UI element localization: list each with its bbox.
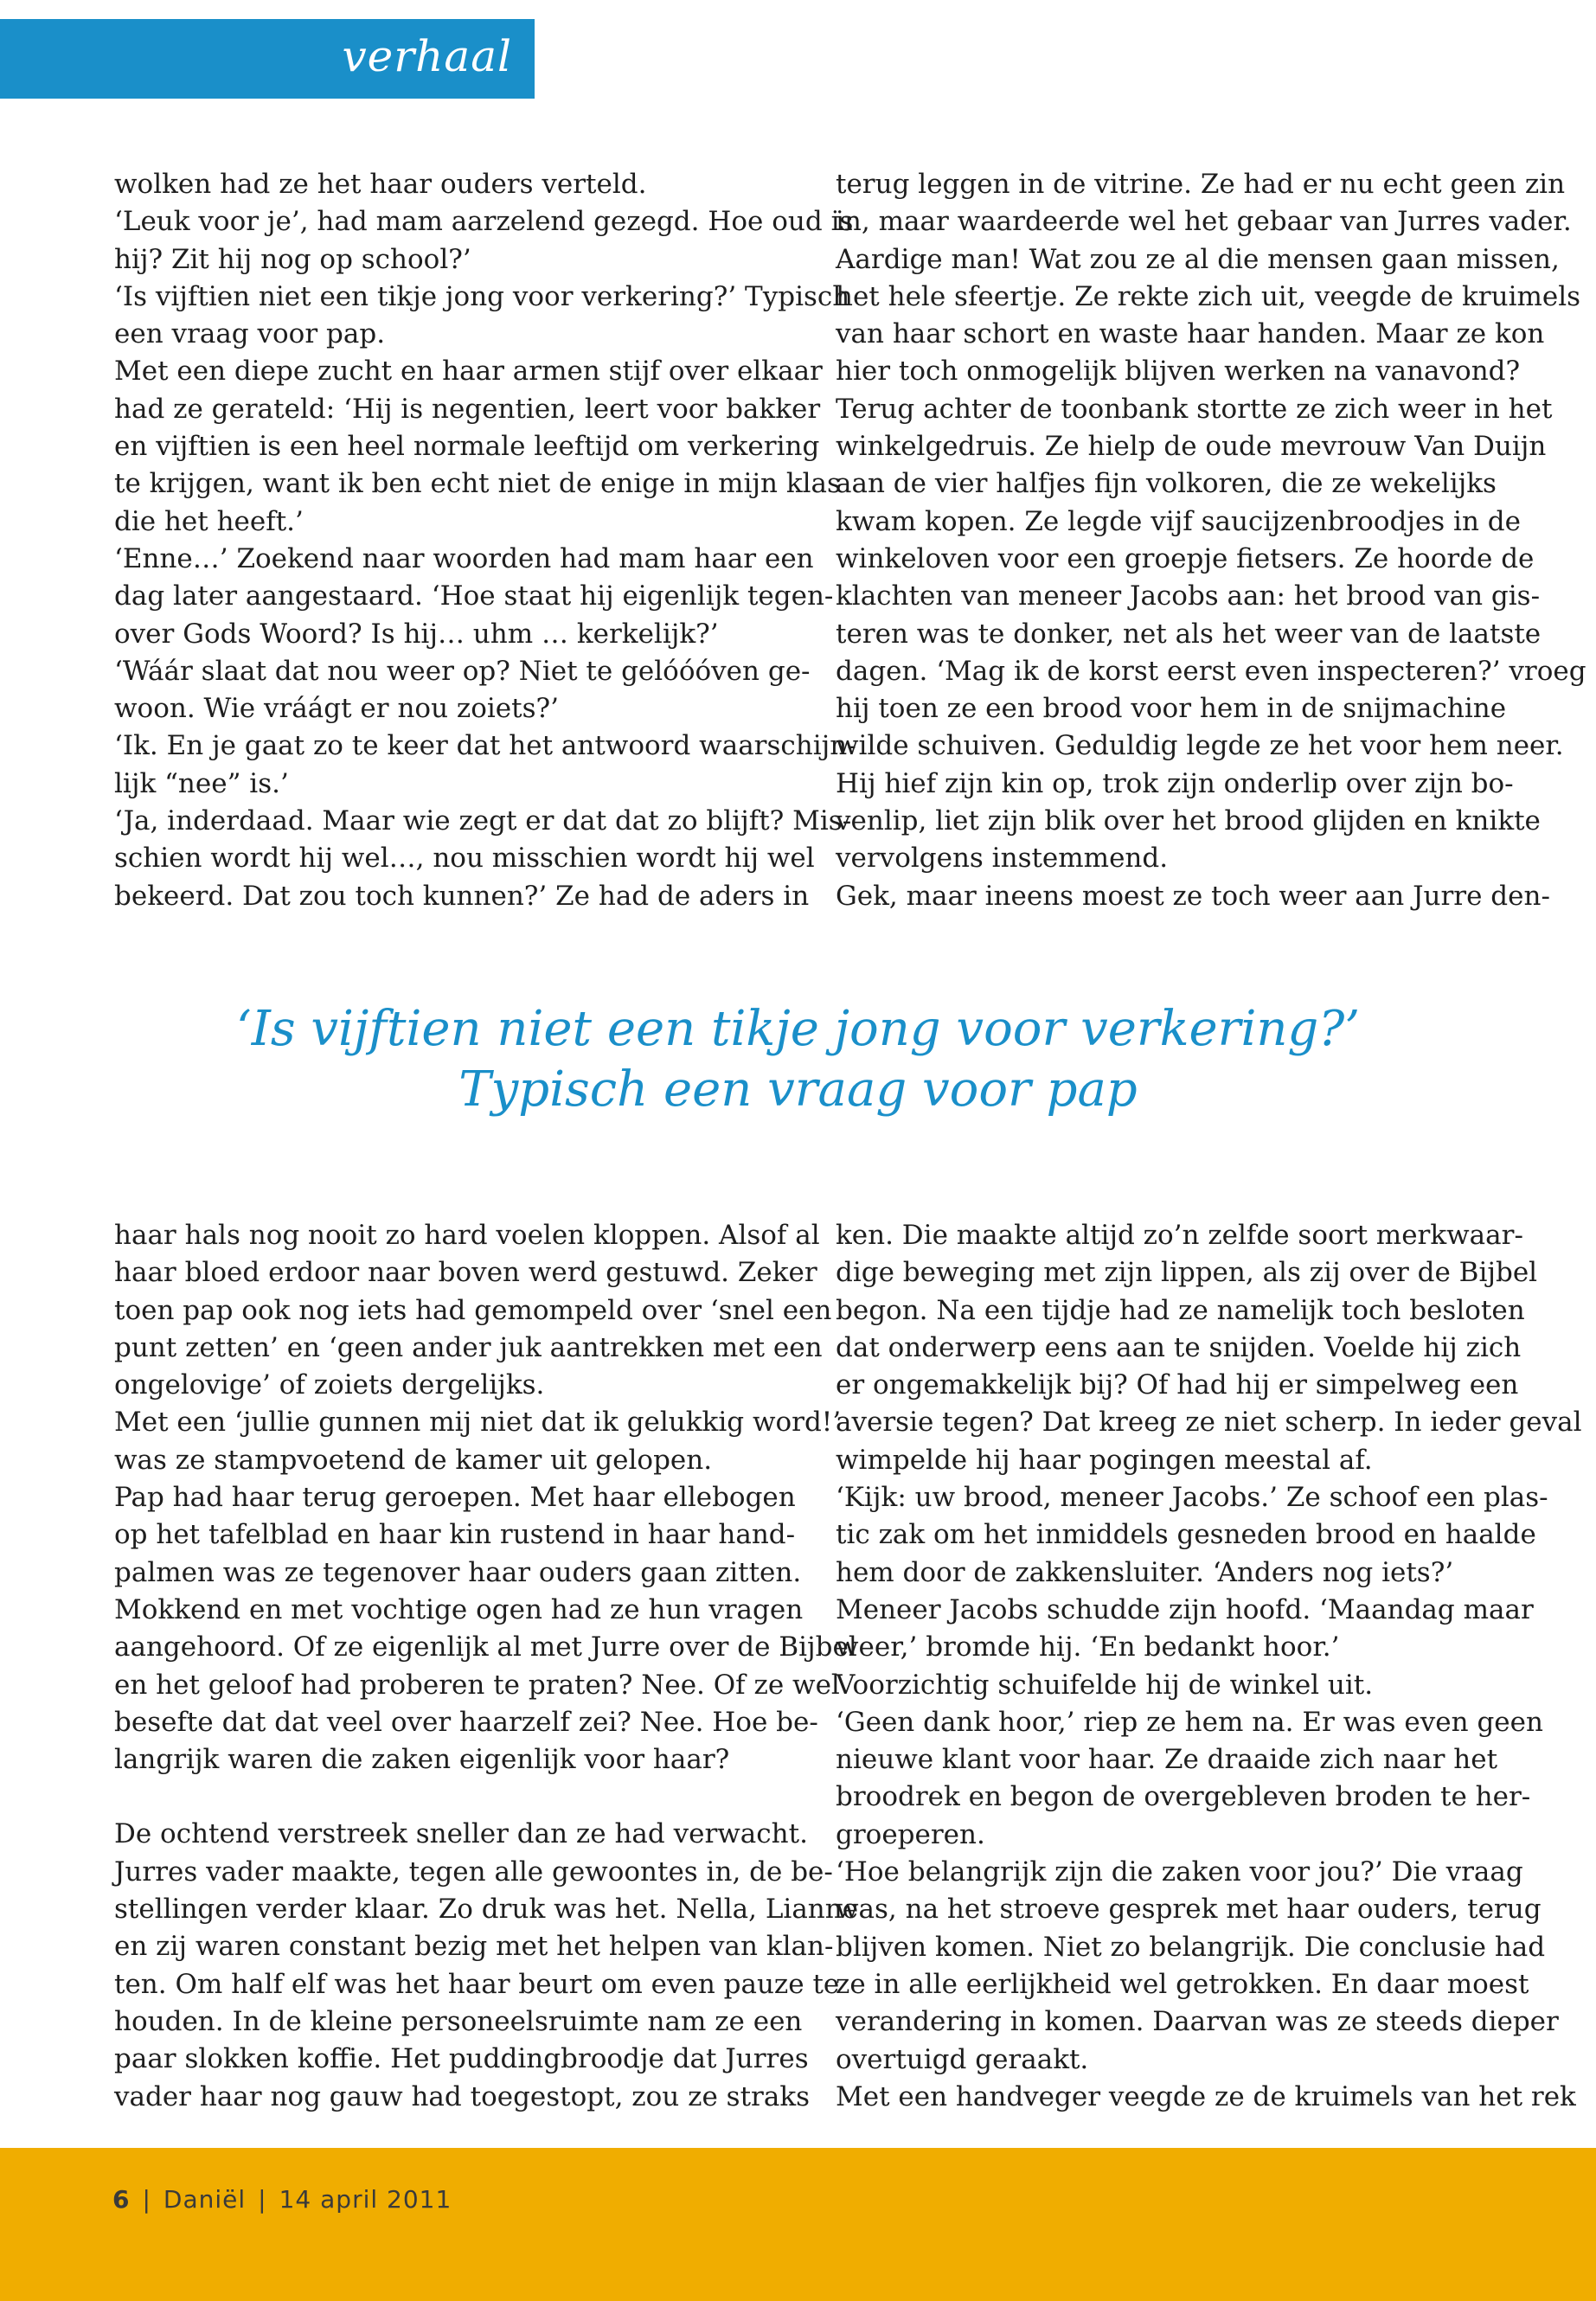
text-line: had ze gerateld: ‘Hij is negentien, leert voor bakker <box>114 393 821 425</box>
text-line: van haar schort en waste haar handen. Maar ze kon <box>836 318 1545 350</box>
section-label: verhaal <box>342 31 512 81</box>
text-line: Meneer Jacobs schudde zijn hoofd. ‘Maandag maar <box>836 1593 1534 1625</box>
pull-quote-line: Typisch een vraag voor pap <box>458 1061 1138 1118</box>
text-line: het hele sfeertje. Ze rekte zich uit, veegde de kruimels <box>836 280 1581 312</box>
text-line: langrijk waren die zaken eigenlijk voor haar? <box>114 1744 730 1776</box>
text-line: dag later aangestaard. ‘Hoe staat hij eigenlijk tegen- <box>114 580 834 612</box>
text-line: begon. Na een tijdje had ze namelijk toch besloten <box>836 1294 1525 1326</box>
text-line: die het heeft.’ <box>114 505 304 537</box>
magazine-name: Daniël <box>163 2185 247 2214</box>
text-line: Gek, maar ineens moest ze toch weer aan Jurre den- <box>836 880 1550 912</box>
text-line: er ongemakkelijk bij? Of had hij er simpelweg een <box>836 1369 1519 1401</box>
text-line: Mokkend en met vochtige ogen had ze hun vragen <box>114 1593 804 1625</box>
issue-date: 14 april 2011 <box>279 2185 452 2214</box>
text-line: Voorzichtig schuifelde hij de winkel uit. <box>836 1669 1374 1701</box>
text-line: ken. Die maakte altijd zo’n zelfde soort merkwaar- <box>836 1220 1523 1251</box>
text-line: blijven komen. Niet zo belangrijk. Die conclusie had <box>836 1931 1546 1963</box>
footer-separator: | <box>142 2185 151 2214</box>
text-line: Met een handveger veegde ze de kruimels van het rek <box>836 2080 1576 2112</box>
text-line: De ochtend verstreek sneller dan ze had verwacht. <box>114 1818 808 1850</box>
text-line: en het geloof had proberen te praten? Nee. Of ze wel <box>114 1669 840 1701</box>
text-line: ‘Leuk voor je’, had mam aarzelend gezegd. Hoe oud is <box>114 206 854 238</box>
text-line: besefte dat dat veel over haarzelf zei? Nee. Hoe be- <box>114 1706 818 1738</box>
text-line: aversie tegen? Dat kreeg ze niet scherp. In ieder geval <box>836 1407 1582 1439</box>
text-line: te krijgen, want ik ben echt niet de enige in mijn klas <box>114 468 841 500</box>
text-line: op het tafelblad en haar kin rustend in haar hand- <box>114 1519 796 1551</box>
text-line: Hij hief zijn kin op, trok zijn onderlip over zijn bo- <box>836 767 1514 799</box>
text-line: terug leggen in de vitrine. Ze had er nu echt geen zin <box>836 169 1566 200</box>
text-line: dat onderwerp eens aan te snijden. Voelde hij zich <box>836 1331 1522 1363</box>
text-line: dagen. ‘Mag ik de korst eerst even inspecteren?’ vroeg <box>836 655 1586 687</box>
column-bottom-right <box>836 1217 1582 2116</box>
text-line: overtuigd geraakt. <box>836 2043 1089 2075</box>
text-line: en zij waren constant bezig met het helpen van klan- <box>114 1931 834 1963</box>
text-line: woon. Wie vráágt er nou zoiets?’ <box>114 693 559 725</box>
text-line: in, maar waardeerde wel het gebaar van Jurres vader. <box>836 206 1572 238</box>
text-line: broodrek en begon de overgebleven broden te her- <box>836 1781 1531 1813</box>
text-line: verandering in komen. Daarvan was ze steeds dieper <box>836 2006 1559 2038</box>
pull-quote-line: ‘Is vijftien niet een tikje jong voor verkering?’ <box>235 1001 1361 1057</box>
text-line: Jurres vader maakte, tegen alle gewoontes in, de be- <box>114 1856 833 1888</box>
text-line: winkeloven voor een groepje fietsers. Ze hoorde de <box>836 542 1535 574</box>
page-number: 6 <box>112 2185 131 2214</box>
text-line: hij? Zit hij nog op school?’ <box>114 243 471 275</box>
column-top-left <box>114 166 856 915</box>
text-line: hem door de zakkensluiter. ‘Anders nog iets?’ <box>836 1556 1454 1588</box>
text-line: stellingen verder klaar. Zo druk was het. Nella, Lianne <box>114 1894 859 1926</box>
text-line: was, na het stroeve gesprek met haar ouders, terug <box>836 1894 1542 1926</box>
text-line: ‘Kijk: uw brood, meneer Jacobs.’ Ze schoof een plas- <box>836 1482 1548 1514</box>
text-line: ongelovige’ of zoiets dergelijks. <box>114 1369 545 1401</box>
text-line: tic zak om het inmiddels gesneden brood en haalde <box>836 1519 1536 1551</box>
text-line: hier toch onmogelijk blijven werken na vanavond? <box>836 356 1521 388</box>
text-line: kwam kopen. Ze legde vijf saucijzenbroodjes in de <box>836 505 1521 537</box>
text-line: wimpelde hij haar pogingen meestal af. <box>836 1444 1373 1476</box>
text-line: ‘Enne…’ Zoekend naar woorden had mam haar een <box>114 542 814 574</box>
column-top-right <box>836 166 1586 915</box>
text-line: ten. Om half elf was het haar beurt om even pauze te <box>114 1968 840 2000</box>
text-line: klachten van meneer Jacobs aan: het brood van gis- <box>836 580 1541 612</box>
footer-separator: | <box>258 2185 267 2214</box>
section-tab <box>0 19 535 99</box>
text-line: Met een diepe zucht en haar armen stijf over elkaar <box>114 356 823 388</box>
text-line: punt zetten’ en ‘geen ander juk aantrekken met een <box>114 1331 823 1363</box>
text-line: toen pap ook nog iets had gemompeld over ‘snel een <box>114 1294 832 1326</box>
text-line: Met een ‘jullie gunnen mij niet dat ik gelukkig word!’ <box>114 1407 842 1439</box>
text-line: palmen was ze tegenover haar ouders gaan zitten. <box>114 1556 802 1588</box>
text-line: ze in alle eerlijkheid wel getrokken. En daar moest <box>836 1968 1529 2000</box>
text-line: vervolgens instemmend. <box>836 843 1169 875</box>
text-line: groeperen. <box>836 1818 985 1850</box>
footer-band <box>0 2148 1596 2301</box>
text-line: teren was te donker, net als het weer van de laatste <box>836 618 1542 650</box>
text-line: ‘Hoe belangrijk zijn die zaken voor jou?’ Die vraag <box>836 1856 1523 1888</box>
text-line: Aardige man! Wat zou ze al die mensen gaan missen, <box>836 243 1560 275</box>
text-line: lijk “nee” is.’ <box>114 767 289 799</box>
text-line: schien wordt hij wel…, nou misschien wordt hij wel <box>114 843 815 875</box>
text-line: ‘Ik. En je gaat zo te keer dat het antwoord waarschijn- <box>114 730 856 762</box>
text-line: aangehoord. Of ze eigenlijk al met Jurre over de Bijbel <box>114 1631 857 1663</box>
text-line: en vijftien is een heel normale leeftijd om verkering <box>114 431 820 463</box>
text-line: vader haar nog gauw had toegestopt, zou ze straks <box>114 2080 811 2112</box>
pull-quote <box>0 999 1596 1120</box>
text-line: hij toen ze een brood voor hem in de snijmachine <box>836 693 1507 725</box>
text-line: was ze stampvoetend de kamer uit gelopen. <box>114 1444 713 1476</box>
text-line: venlip, liet zijn blik over het brood glijden en knikte <box>836 805 1541 837</box>
column-bottom-left <box>114 1217 859 2116</box>
text-line: ‘Ja, inderdaad. Maar wie zegt er dat dat zo blijft? Mis- <box>114 805 852 837</box>
text-line: wilde schuiven. Geduldig legde ze het voor hem neer. <box>836 730 1564 762</box>
text-line: een vraag voor pap. <box>114 318 386 350</box>
text-line: paar slokken koffie. Het puddingbroodje dat Jurres <box>114 2043 809 2075</box>
text-line: Terug achter de toonbank stortte ze zich weer in het <box>836 393 1553 425</box>
text-line: nieuwe klant voor haar. Ze draaide zich naar het <box>836 1744 1498 1776</box>
text-line: ‘Is vijftien niet een tikje jong voor verkering?’ Typisch <box>114 280 850 312</box>
text-line: dige beweging met zijn lippen, als zij over de Bijbel <box>836 1257 1538 1289</box>
text-line: aan de vier halfjes fijn volkoren, die ze wekelijks <box>836 468 1497 500</box>
text-line: haar bloed erdoor naar boven werd gestuwd. Zeker <box>114 1257 817 1289</box>
text-line: weer,’ bromde hij. ‘En bedankt hoor.’ <box>836 1631 1340 1663</box>
text-line: haar hals nog nooit zo hard voelen kloppen. Alsof al <box>114 1220 820 1251</box>
footer <box>112 2185 452 2214</box>
text-line: ‘Wáár slaat dat nou weer op? Niet te gelóóóven ge- <box>114 655 811 687</box>
text-line: bekeerd. Dat zou toch kunnen?’ Ze had de aders in <box>114 880 810 912</box>
text-line: over Gods Woord? Is hij… uhm … kerkelijk?’ <box>114 618 719 650</box>
text-line: winkelgedruis. Ze hielp de oude mevrouw Van Duijn <box>836 431 1547 463</box>
text-line: wolken had ze het haar ouders verteld. <box>114 169 647 200</box>
text-line: Pap had haar terug geroepen. Met haar ellebogen <box>114 1482 796 1514</box>
text-line: ‘Geen dank hoor,’ riep ze hem na. Er was even geen <box>836 1706 1543 1738</box>
text-line: houden. In de kleine personeelsruimte nam ze een <box>114 2005 803 2037</box>
